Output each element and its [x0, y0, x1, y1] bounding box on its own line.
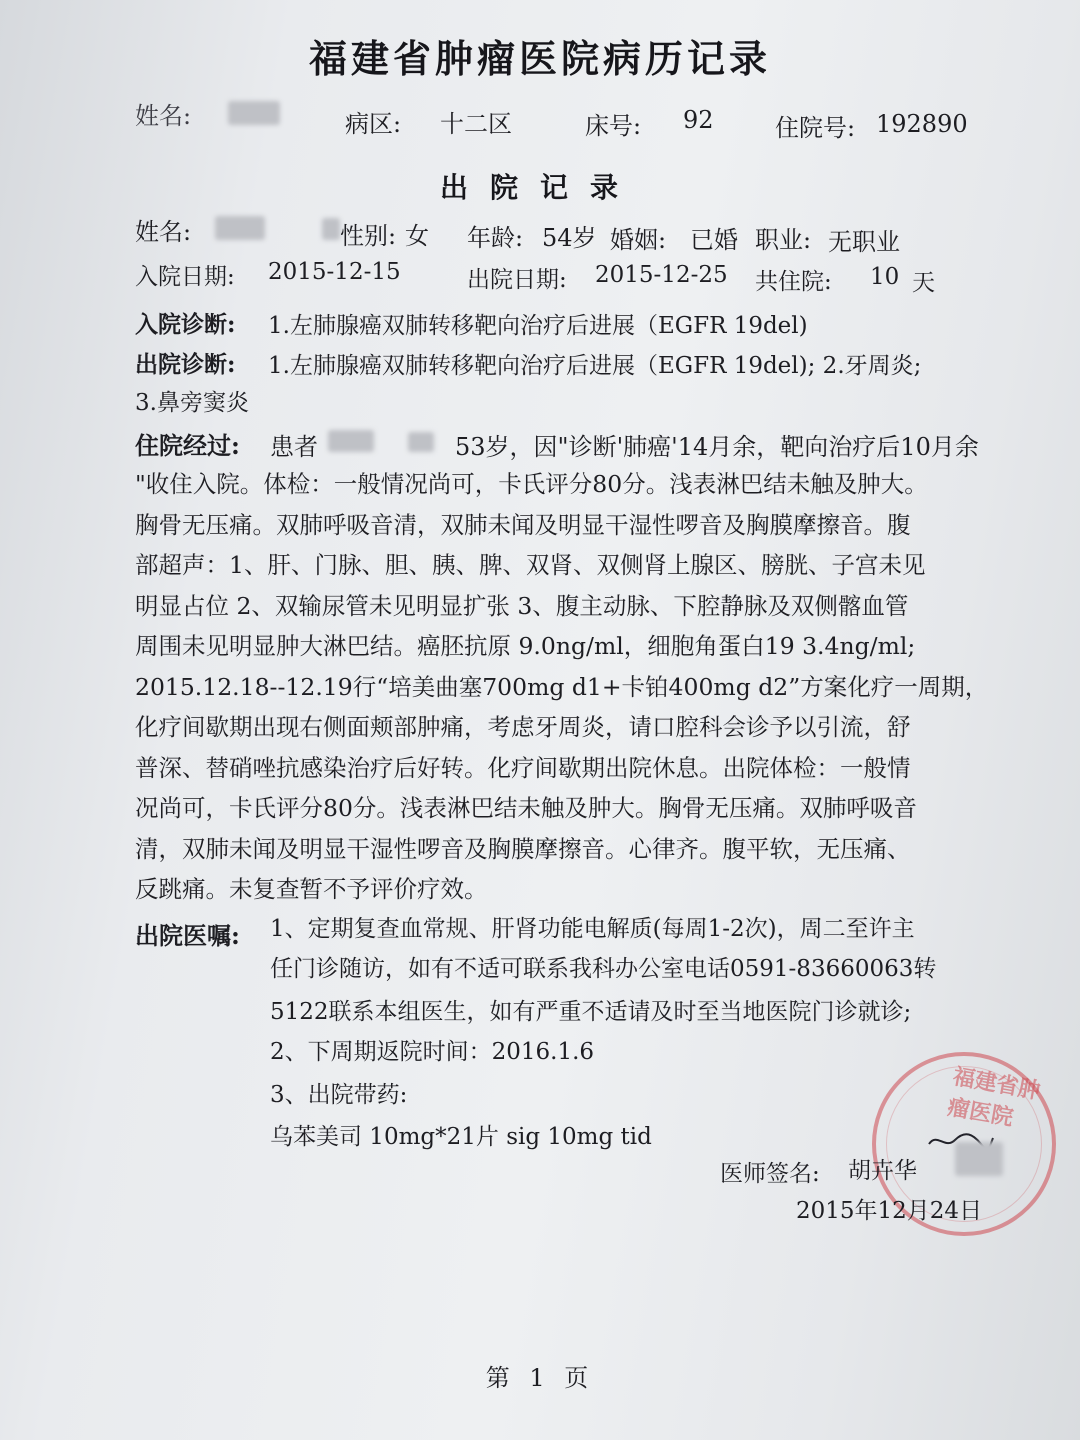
discharge-orders-label: 出院医嘱: — [135, 921, 240, 950]
discharge-medication-line: 乌苯美司 10mg*21片 sig 10mg tid — [270, 1124, 652, 1150]
doctor-signature-name: 胡卉华 — [848, 1158, 917, 1184]
marriage-value: 已婚 — [690, 226, 738, 254]
hospital-course-prefix: 患者 — [270, 433, 318, 461]
hospital-course-line: 53岁，因"诊断'肺癌'14月余，靶向治疗后10月余 — [455, 433, 979, 461]
bed-label: 床号: — [585, 112, 642, 140]
redacted-patient-name — [328, 430, 374, 452]
discharge-diagnosis-line: 1.左肺腺癌双肺转移靶向治疗后进展（EGFR 19del); 2.牙周炎; — [268, 353, 922, 379]
redacted-name-block — [228, 101, 280, 125]
occupation-value: 无职业 — [828, 228, 900, 256]
hospital-course-line: 况尚可，卡氏评分80分。浅表淋巴结未触及肿大。胸骨无压痛。双肺呼吸音 — [135, 794, 917, 822]
marriage-label: 婚姻: — [610, 226, 667, 254]
discharge-record-title: 出院记录 — [439, 171, 640, 204]
doctor-signature-label: 医师签名: — [720, 1161, 820, 1187]
hospital-course-line: 反跳痛。未复查暂不予评价疗效。 — [135, 875, 488, 903]
discharge-date-value: 2015-12-25 — [595, 262, 728, 288]
patient-name-label: 姓名: — [135, 218, 192, 246]
hospital-course-body — [135, 464, 1015, 910]
stay-value: 10 — [870, 264, 900, 290]
discharge-date-label: 出院日期: — [467, 267, 567, 293]
seal-text: 福建省肿瘤医院 — [945, 1063, 1043, 1132]
hospital-course-line: 明显占位 2、双输尿管未见明显扩张 3、腹主动脉、下腔静脉及双侧髂血管 — [135, 591, 909, 620]
hospital-course-line: 化疗间歇期出现右侧面颊部肿痛，考虑牙周炎，请口腔科会诊予以引流，舒 — [135, 713, 911, 741]
discharge-diagnosis-line: 3.鼻旁窦炎 — [135, 390, 249, 416]
stay-label: 共住院: — [755, 269, 832, 295]
hospital-record-title: 福建省肿瘤医院病历记录 — [308, 36, 771, 81]
admission-diagnosis-label: 入院诊断: — [135, 311, 236, 338]
hospital-course-line: 清，双肺未闻及明显干湿性啰音及胸膜摩擦音。心律齐。腹平软，无压痛、 — [135, 834, 911, 863]
signature-date: 2015年12月24日 — [796, 1198, 983, 1224]
admit-date-label: 入院日期: — [135, 264, 235, 290]
admission-number-label: 住院号: — [775, 114, 856, 142]
bed-value: 92 — [683, 106, 714, 134]
hospital-course-line: 周围未见明显肿大淋巴结。癌胚抗原 9.0ng/ml，细胞角蛋白19 3.4ng/ml; — [135, 632, 916, 660]
hospital-course-label: 住院经过: — [135, 431, 240, 460]
discharge-orders-line: 5122联系本组医生，如有严重不适请及时至当地医院门诊就诊; — [270, 999, 912, 1025]
discharge-orders-line: 任门诊随访，如有不适可联系我科办公室电话0591-83660063转 — [270, 956, 937, 982]
age-label: 年龄: — [467, 224, 524, 252]
admission-number-value: 192890 — [876, 110, 968, 138]
ward-value: 十二区 — [440, 110, 512, 138]
stay-unit: 天 — [912, 270, 935, 296]
gender-label: 性别: — [340, 222, 397, 250]
ward-label: 病区: — [345, 110, 402, 138]
page-number: 第 1 页 — [485, 1364, 595, 1392]
admission-diagnosis-text: 1.左肺腺癌双肺转移靶向治疗后进展（EGFR 19del) — [268, 313, 808, 339]
redacted-patient-name — [215, 216, 265, 240]
discharge-orders-line: 2、下周期返院时间：2016.1.6 — [270, 1039, 595, 1065]
discharge-diagnosis-label: 出院诊断: — [135, 351, 236, 378]
hospital-course-line: 胸骨无压痛。双肺呼吸音清，双肺未闻及明显干湿性啰音及胸膜摩擦音。腹 — [135, 510, 911, 539]
admit-date-value: 2015-12-15 — [268, 259, 401, 285]
age-value: 54岁 — [542, 224, 597, 252]
discharge-orders-line: 3、出院带药: — [270, 1082, 408, 1108]
redacted-patient-name — [408, 432, 434, 452]
hospital-course-line: 普深、替硝唑抗感染治疗后好转。化疗间歇期出院休息。出院体检：一般情 — [135, 753, 911, 782]
header-name-label: 姓名: — [135, 102, 192, 130]
occupation-label: 职业: — [755, 226, 812, 254]
redacted-signature — [955, 1142, 1003, 1176]
gender-value: 女 — [405, 222, 429, 250]
discharge-orders-line: 1、定期复查血常规、肝肾功能电解质(每周1-2次)，周二至许主 — [270, 916, 915, 942]
hospital-course-line: 部超声：1、肝、门脉、胆、胰、脾、双肾、双侧肾上腺区、膀胱、子宫未见 — [135, 551, 926, 579]
redacted-gender-prefix — [322, 218, 340, 240]
hospital-course-line: 2015.12.18--12.19行“培美曲塞700mg d1+卡铂400mg d2”方案化疗一周期， — [135, 672, 989, 701]
hospital-course-line: "收住入院。体检：一般情况尚可，卡氏评分80分。浅表淋巴结未触及肿大。 — [135, 470, 928, 498]
